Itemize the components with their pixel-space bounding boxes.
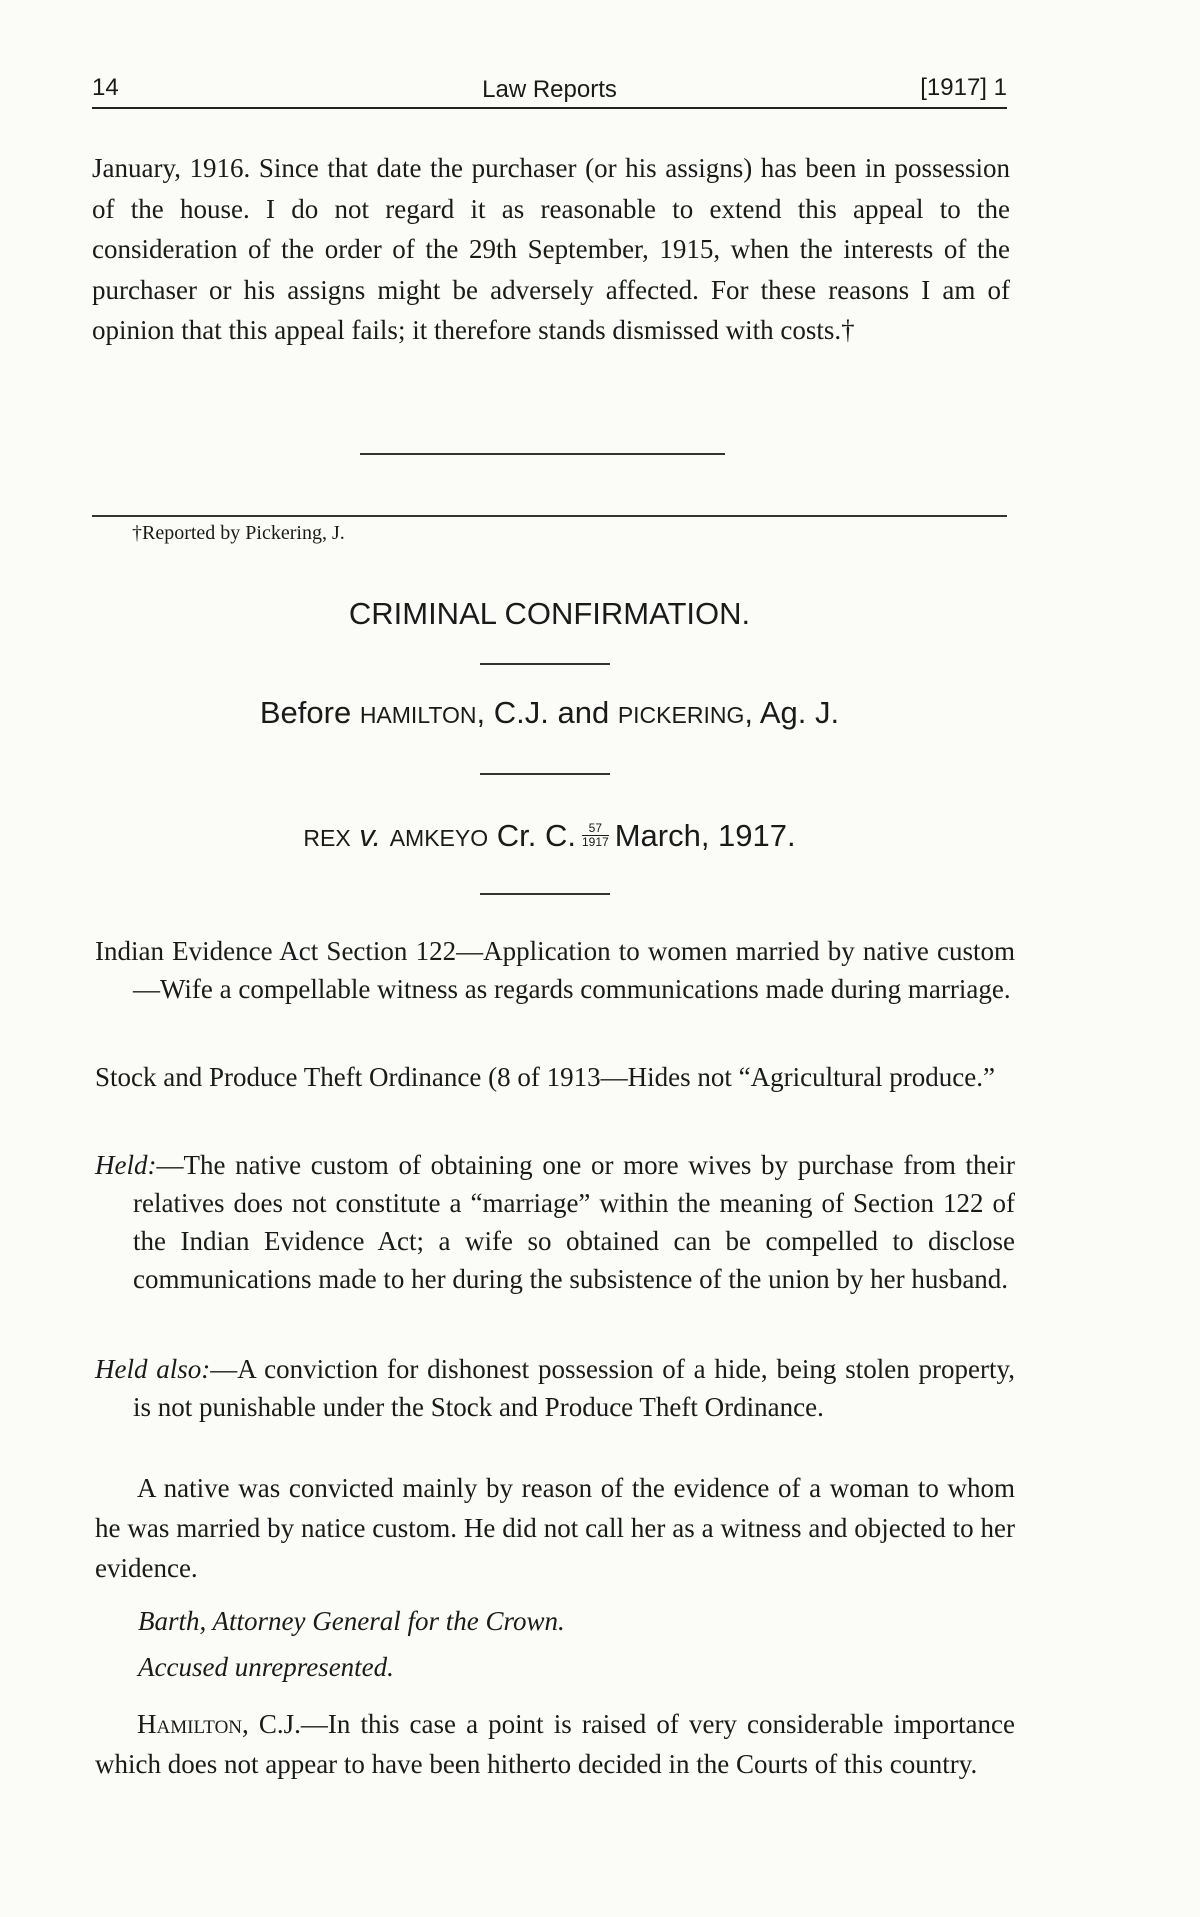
headnote-text: Stock and Produce Theft Ordinance (8 of 1913—Hides not “Agricultural produce.” bbox=[95, 1062, 995, 1092]
case-number-fraction bbox=[582, 822, 609, 848]
accused-name: AMKEYO bbox=[389, 825, 489, 851]
bench-before: Before bbox=[259, 695, 360, 730]
headnote-held-also bbox=[95, 1350, 1015, 1426]
case-heading: CRIMINAL CONFIRMATION. bbox=[348, 596, 751, 631]
bench-divider bbox=[480, 773, 610, 775]
headnote-text: —A conviction for dishonest possession of a hide, being stolen property, is not punishable under the Stock and Produce Theft Ordinance. bbox=[133, 1354, 1015, 1422]
bench-line bbox=[92, 695, 1007, 731]
judge-pickering: PICKERING bbox=[617, 702, 745, 728]
volume-label: [1917] 1 bbox=[920, 74, 1007, 101]
headnote-2 bbox=[95, 1058, 1015, 1096]
headnote-held bbox=[95, 1146, 1015, 1298]
held-also-label: Held also: bbox=[95, 1354, 211, 1384]
judgment-text: —In this case a point is raised of very considerable importance which does not appear to have been hitherto decided in the Courts of this country. bbox=[95, 1709, 1015, 1779]
header-rule bbox=[92, 107, 1007, 109]
facts-paragraph: A native was convicted mainly by reason of the evidence of a woman to whom he was married by natice custom. He did not call her as a witness and objected to her evidence. bbox=[95, 1473, 1015, 1583]
section-divider bbox=[360, 453, 725, 455]
held-label: Held: bbox=[95, 1150, 157, 1180]
running-header bbox=[92, 68, 1007, 108]
case-year: 1917 bbox=[581, 834, 609, 849]
footnote-rule bbox=[92, 515, 1007, 517]
judge1-title: , C.J. and bbox=[476, 695, 618, 730]
judge2-title: , Ag. J. bbox=[744, 695, 840, 730]
headnote-text: Indian Evidence Act Section 122—Application to women married by native custom—Wife a compellable witness as regards communications made during marriage. bbox=[95, 936, 1015, 1004]
case-number: 57 bbox=[582, 822, 609, 836]
continued-paragraph: January, 1916. Since that date the purchaser (or his assigns) has been in possession of the house. I do not regard it as reasonable to extend this appeal to the consideration of the order of the 29th September, 1915, when the interests of the purchaser or his assigns might be adversely affected. For these reasons I am of opinion that this appeal fails; it therefore stands dismissed with costs.† bbox=[92, 153, 1010, 345]
page-number: 14 bbox=[92, 74, 119, 101]
case-citation bbox=[92, 818, 1007, 854]
counsel-accused: Accused unrepresented. bbox=[138, 1652, 394, 1682]
judgment-judge-suffix: , C.J. bbox=[242, 1709, 301, 1739]
heading-divider bbox=[480, 663, 610, 665]
judge-hamilton: HAMILTON bbox=[359, 702, 477, 728]
judgment-paragraph bbox=[95, 1704, 1015, 1784]
counsel-crown: Barth, Attorney General for the Crown. bbox=[138, 1606, 565, 1636]
headnote-1 bbox=[95, 932, 1015, 1008]
footnote: †Reported by Pickering, J. bbox=[132, 522, 345, 544]
report-title: Law Reports bbox=[482, 76, 617, 103]
versus: v. bbox=[350, 818, 390, 853]
case-type: Cr. C. bbox=[488, 818, 576, 853]
citation-divider bbox=[480, 893, 610, 895]
case-date: March, 1917. bbox=[614, 818, 796, 853]
headnote-text: —The native custom of obtaining one or more wives by purchase from their relatives does not constitute a “marriage” within the meaning of Section 122 of the Indian Evidence Act; a wife so obtained can be compelled to disclose communications made to her during the subsistence of the union by her husband. bbox=[133, 1150, 1015, 1294]
judgment-judge: Hamilton bbox=[137, 1709, 243, 1739]
rex: REX bbox=[303, 825, 351, 851]
